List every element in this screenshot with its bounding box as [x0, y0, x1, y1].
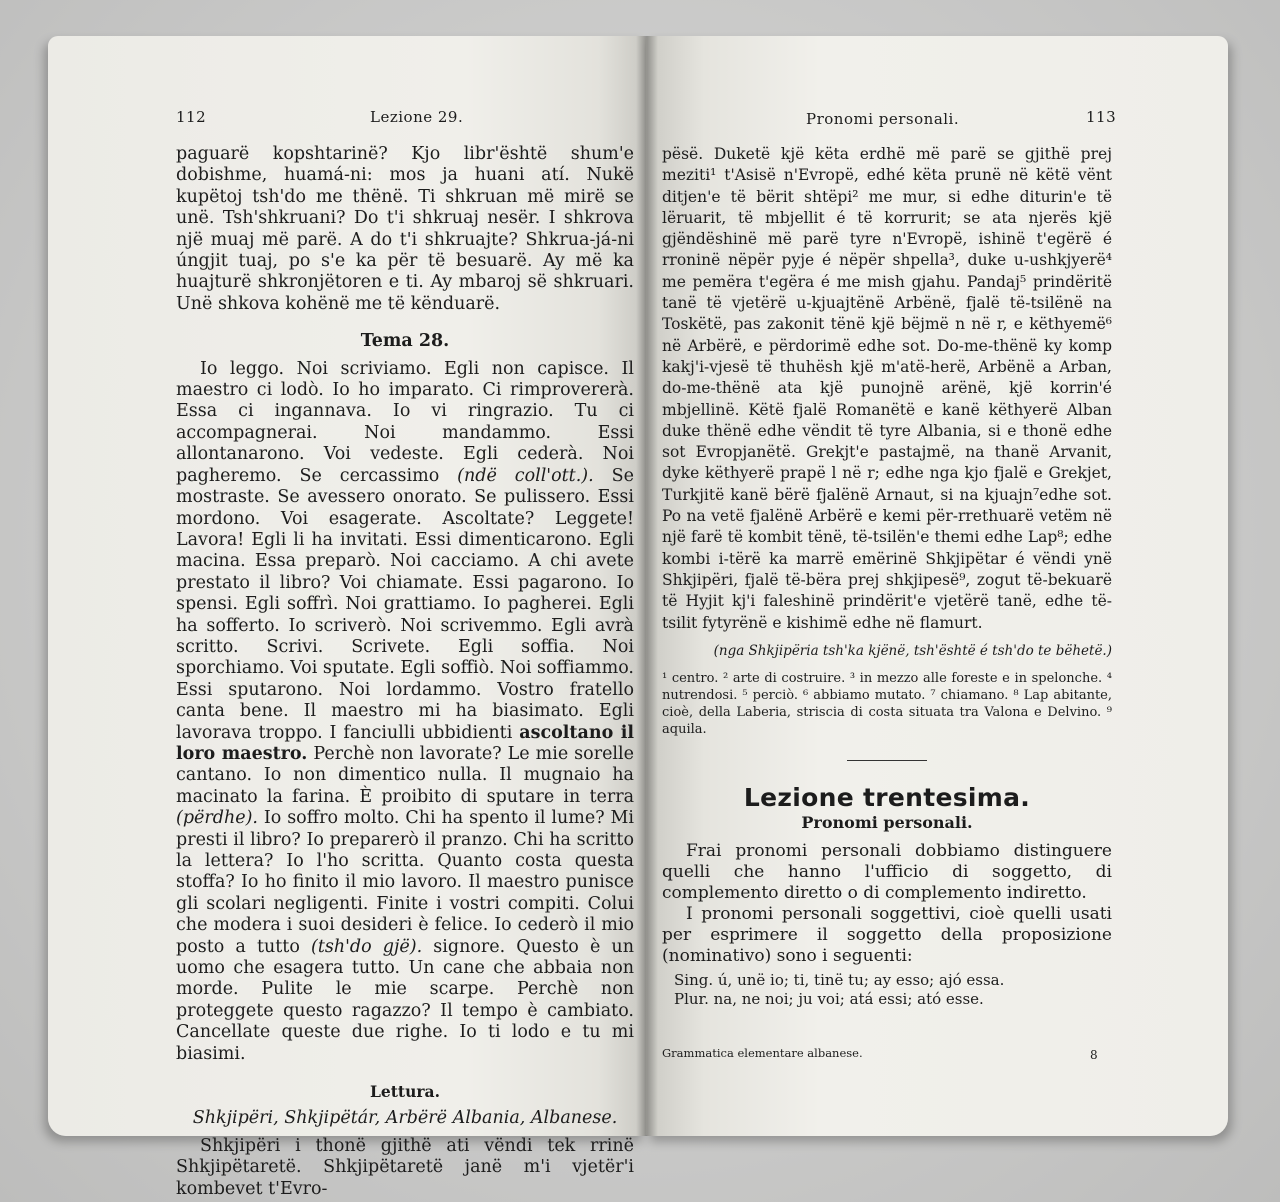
section-divider: [847, 760, 927, 761]
right-page-number: 113: [1086, 108, 1117, 126]
reading-citation: (nga Shkjipëria tsh'ka kjënë, tsh'është é tsh'do te bëhetë.): [713, 642, 1112, 659]
left-page-body: [176, 144, 634, 1200]
right-page-body: [662, 144, 1112, 1009]
continuation-text: paguarë kopshtarinë? Kjo libr'është shum'e dobishme, huamá-ni: mos ja huani atí. Nukë kupëtoj tsh'do me thënë. Ti shkruan më mirë se unë. Tsh'shkruani? Do t'i shkruaj nesër. I shkrova një muaj më parë. A do t'i shkruajte? Shkrua-já-ni úngjit tuaj, po s'e ka për të besuarë. Ay më ka huajturë shkronjëtoren e ti. Ay mbaroj së shkruari. Unë shkova kohënë me të kënduarë.: [176, 144, 634, 314]
left-page-number: 112: [176, 108, 207, 126]
page-footer-title: Grammatica elementare albanese.: [662, 1046, 863, 1060]
lesson-paragraph-1: Frai pronomi personali dobbiamo distinguere quelli che hanno l'ufficio di soggetto, di complemento diretto o di complemento indiretto.: [662, 841, 1112, 904]
theme-text-5: signore. Questo è un uomo che esagera tutto. Un cane che abbaia non morde. Pulite le mie scarpe. Perchè non proteggete questo ragazzo? Il tempo è cambiato. Cancellate queste due righe. Io ti lodo e tu mi biasimi.: [176, 936, 634, 1064]
reading-text: Shkjipëri i thonë gjithë ati vëndi tek rrinë Shkjipëtaretë. Shkjipëtaretë janë m'i vjetër'i kombevet t'Evro-: [176, 1135, 634, 1199]
theme-bold: ascoltano il loro maestro.: [176, 722, 634, 764]
theme-text-3: Perchè non lavorate? Le mie sorelle cantano. Io non dimentico nulla. Il mugnaio ha macinato la farina. È proibito di sputare in terra: [176, 743, 634, 807]
right-running-head: Pronomi personali.: [806, 110, 960, 128]
theme-text-1: Io leggo. Noi scriviamo. Egli non capisce. Il maestro ci lodò. Io ho imparato. Ci rimprovererà. Essa ci ingannava. Io vi ringrazio. Tu ci accompagnerai. Noi mandammo. Essi allontanarono. Voi vedeste. Egli cederà. Noi pagheremo. Se cercassimo: [176, 358, 634, 486]
open-book: [48, 36, 1228, 1199]
lesson-paragraph-2: I pronomi personali soggettivi, cioè quelli usati per esprimere il soggetto della proposizione (nominativo) sono i seguenti:: [662, 904, 1112, 967]
theme-text-4: Io soffro molto. Chi ha spento il lume? Mi presti il libro? Io preparerò il pranzo. Chi ha scritto la lettera? Io l'ho scritta. Quanto costa questa stoffa? Io ho finito il mio lavoro. Il maestro punisce gli scolari negligenti. Finite i vostri compiti. Colui che modera i suoi desideri è felice. Io cederò il mio posto a tutto: [176, 808, 634, 957]
reading-title: Lettura.: [370, 1082, 440, 1102]
theme-italic-3: (tsh'do gjë).: [311, 936, 423, 957]
left-running-head: Lezione 29.: [370, 108, 464, 126]
plural-pronouns: Plur. na, ne noi; ju voi; atá essi; ató esse.: [674, 990, 984, 1009]
left-page: [48, 36, 646, 1199]
reading-subtitle: Shkjipëri, Shkjipëtár, Arbërë Albania, Albanese.: [192, 1108, 618, 1129]
reading-continuation: pësë. Duketë kjë këta erdhë më parë se gjithë prej meziti¹ t'Asisë n'Evropë, edhé këta prunë në këtë vënt ditjen'e të bërit shtëpi² me mur, si edhe diturin'e të lëruarit, të mbjellit é të korrurit; se ata njerës kjë gjëndëshinë më parë tyre n'Evropë, ishinë t'egërë é rroninë nëpër pyje é nëpër shpella³, duke u-ushkjyerë⁴ me pemëra t'egëra é me mish gjahu. Pandaj⁵ prindëritë tanë të vjetërë u-kjuajtënë Arbënë, fjalë të-tsilënë na Toskëtë, pas zakonit tënë kjë bëjmë n në r, e këthyemë⁶ në Arbërë, e përdorimë edhe sot. Do-me-thënë ky komp kakj'i-vjesë të thuhësh kjë m'atë-herë, Arbënë a Arban, do-me-thënë ata kjë punojnë arënë, kjë korrin'é mbjellinë. Këtë fjalë Romanëtë e kanë këthyerë Alban duke thënë edhe vëndit të tyre Albania, si e thonë edhe sot Evropjanëtë. Grekjt'e pastajmë, na thanë Arvanit, dyke këthyerë prapë l në r; edhe nga kjo fjalë e Grekjet, Turkjitë kanë bërë fjalënë Arnaut, si na kjuajn⁷edhe sot. Po na vetë fjalënë Arbërë e kemi për-rrethuarë vetëm në një farë të kombit tënë, të-tsilën'e themi edhe Lap⁸; edhe kombi i-tërë ka marrë emërinë Shkjipëtar é vëndi ynë Shkjipëri, fjalë të-bëra prej shkjipesë⁹, zogut të-bekuarë të Hyjit kj'i faleshinë prindërit'e vjetërë tanë, edhe të-tsilit fytyrënë e kishimë edhe në flamurt.: [662, 145, 1112, 632]
lesson-subtitle: Pronomi personali.: [801, 813, 973, 833]
footnotes: ¹ centro. ² arte di costruire. ³ in mezzo alle foreste e in spelonche. ⁴ nutrendosi. ⁵ perciò. ⁶ abbiamo mutato. ⁷ chiamano. ⁸ Lap abitante, cioè, della Laberia, striscia di costa situata tra Valona e Delvino. ⁹ aquila.: [662, 670, 1112, 737]
theme-title: Tema 28.: [360, 331, 450, 352]
printer-signature: 8: [1090, 1048, 1098, 1062]
theme-text-2: Se mostraste. Se avessero onorato. Se pulissero. Essi mordono. Voi esagerate. Ascoltate? Leggete! Lavora! Egli li ha invitati. Essi dimenticarono. Egli macina. Essa preparò. Noi cacciamo. A chi avete prestato il libro? Voi chiamate. Essi pagarono. Io spensi. Egli soffrì. Noi grattiamo. Io pagherei. Egli ha sofferto. Io scriverò. Noi scrivemmo. Egli avrà scritto. Scrivi. Scrivete. Egli soffia. Noi sporchiamo. Voi sputate. Egli soffiò. Noi soffiammo. Essi sputarono. Noi lordammo. Vostro fratello canta bene. Il maestro mi ha biasimato. Egli lavorava troppo. I fanciulli ubbidienti: [176, 465, 634, 743]
right-page: [646, 36, 1228, 1136]
lesson-title: Lezione trentesima.: [743, 782, 1031, 812]
theme-italic-2: (përdhe).: [176, 808, 258, 829]
theme-exercise: [176, 359, 634, 1065]
singular-pronouns: Sing. ú, unë io; ti, tinë tu; ay esso; ajó essa.: [674, 971, 1005, 990]
theme-italic-1: (ndë coll'ott.).: [457, 465, 594, 486]
